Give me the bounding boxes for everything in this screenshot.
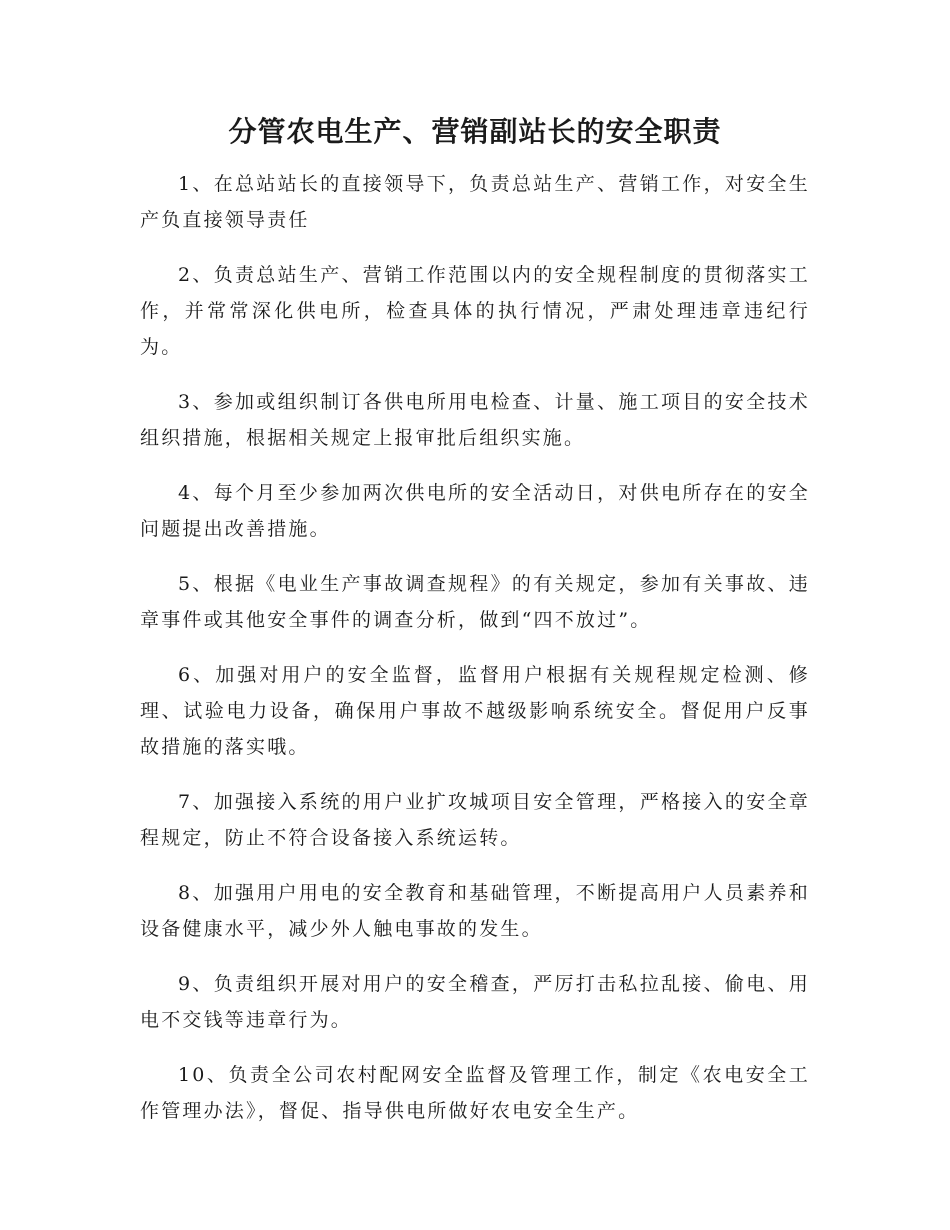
paragraph-7: 7、加强接入系统的用户业扩攻城项目安全管理，严格接入的安全章程规定，防止不符合设备接入系统运转。 <box>140 791 810 849</box>
paragraph-10: 10、负责全公司农村配网安全监督及管理工作，制定《农电安全工作管理办法》，督促、指导供电所做好农电安全生产。 <box>140 1064 810 1122</box>
paragraph-8: 8、加强用户用电的安全教育和基础管理，不断提高用户人员素养和设备健康水平，减少外人触电事故的发生。 <box>140 882 810 940</box>
paragraph-5: 5、根据《电业生产事故调查规程》的有关规定，参加有关事故、违章事件或其他安全事件的调查分析，做到“四不放过”。 <box>140 573 810 631</box>
paragraph-9: 9、负责组织开展对用户的安全稽查，严厉打击私拉乱接、偷电、用电不交钱等违章行为。 <box>140 973 810 1031</box>
paragraph-6: 6、加强对用户的安全监督，监督用户根据有关规程规定检测、修理、试验电力设备，确保用户事故不越级影响系统安全。督促用户反事故措施的落实哦。 <box>140 664 810 758</box>
paragraph-3: 3、参加或组织制订各供电所用电检查、计量、施工项目的安全技术组织措施，根据相关规定上报审批后组织实施。 <box>140 391 810 449</box>
paragraph-4: 4、每个月至少参加两次供电所的安全活动日，对供电所存在的安全问题提出改善措施。 <box>140 482 810 540</box>
paragraph-1: 1、在总站站长的直接领导下，负责总站生产、营销工作，对安全生产负直接领导责任 <box>140 173 810 231</box>
document-title: 分管农电生产、营销副站长的安全职责 <box>228 115 722 148</box>
paragraph-2: 2、负责总站生产、营销工作范围以内的安全规程制度的贯彻落实工作，并常常深化供电所，检查具体的执行情况，严肃处理违章违纪行为。 <box>140 264 810 358</box>
